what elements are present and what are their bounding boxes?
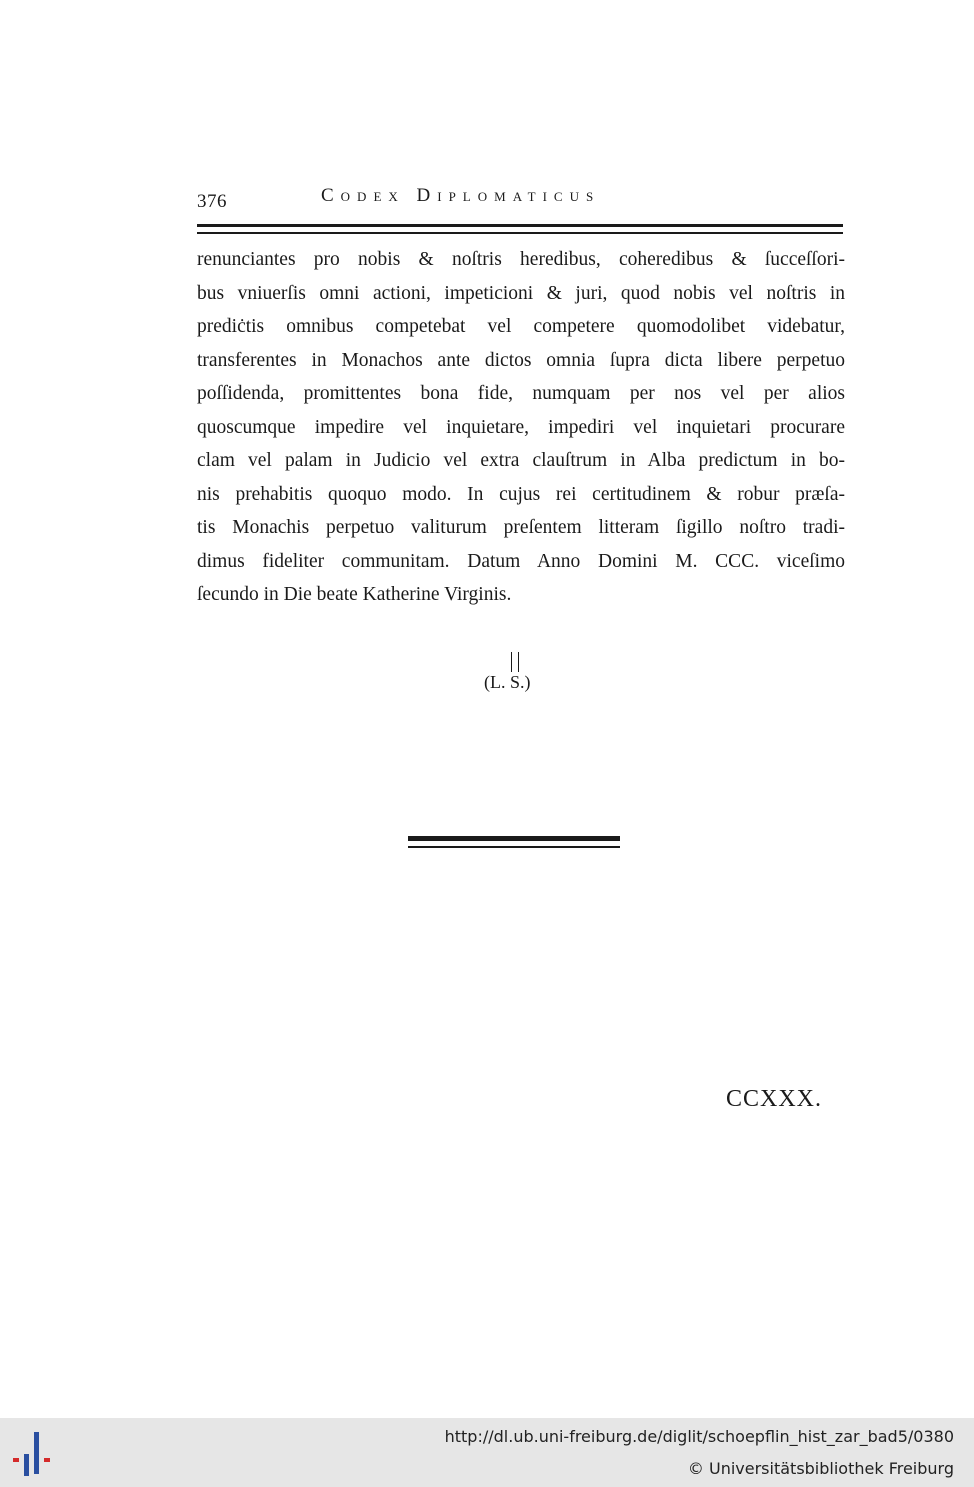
text-line: clam vel palam in Judicio vel extra clauſtrum in Alba predictum in bo- bbox=[197, 450, 845, 471]
text-line: poſſidenda, promittentes bona fide, numquam per nos vel per alios bbox=[197, 383, 845, 404]
seal-mark bbox=[484, 652, 554, 696]
copyright-text: © Universitätsbibliothek Freiburg bbox=[687, 1459, 954, 1478]
body-text bbox=[197, 243, 845, 612]
header-rule bbox=[197, 224, 843, 236]
header-rule-thin bbox=[197, 232, 843, 234]
end-rule-thin bbox=[408, 846, 620, 848]
running-title: Codex Diplomaticus bbox=[321, 185, 601, 206]
footer-bar bbox=[0, 1418, 974, 1487]
end-rule bbox=[408, 836, 620, 850]
page-header bbox=[197, 183, 843, 213]
text-line: nis prehabitis quoquo modo. In cujus rei certitudinem & robur præſa- bbox=[197, 483, 845, 505]
end-rule-thick bbox=[408, 836, 620, 841]
seal-stroke-icon bbox=[511, 652, 519, 672]
catchword: CCXXX. bbox=[726, 1086, 823, 1112]
page-number: 376 bbox=[197, 191, 227, 212]
text-line: bus vniuerſis omni actioni, impeticioni & juri, quod nobis vel noſtris in bbox=[197, 282, 845, 304]
header-rule-thick bbox=[197, 224, 843, 227]
text-line: transferentes in Monachos ante dictos omnia ſupra dicta libere perpetuo bbox=[197, 349, 845, 371]
ub-freiburg-logo-icon bbox=[10, 1430, 60, 1480]
text-line: tis Monachis perpetuo valiturum preſentem litteram ſigillo noſtro tradi- bbox=[197, 517, 845, 538]
text-line: dimus fideliter communitam. Datum Anno Domini M. CCC. viceſimo bbox=[197, 550, 845, 572]
text-line: renunciantes pro nobis & noſtris heredibus, coheredibus & ſucceſſori- bbox=[197, 249, 845, 270]
text-line: ſecundo in Die beate Katherine Virginis. bbox=[197, 584, 512, 605]
seal-label: (L. S.) bbox=[484, 672, 531, 692]
text-line: quoscumque impedire vel inquietare, impediri vel inquietari procurare bbox=[197, 416, 845, 438]
source-url-link[interactable]: http://dl.ub.uni-freiburg.de/diglit/schoepflin_hist_zar_bad5/0380 bbox=[444, 1427, 954, 1446]
text-line: prediċtis omnibus competebat vel competere quomodolibet videbatur, bbox=[197, 316, 845, 337]
